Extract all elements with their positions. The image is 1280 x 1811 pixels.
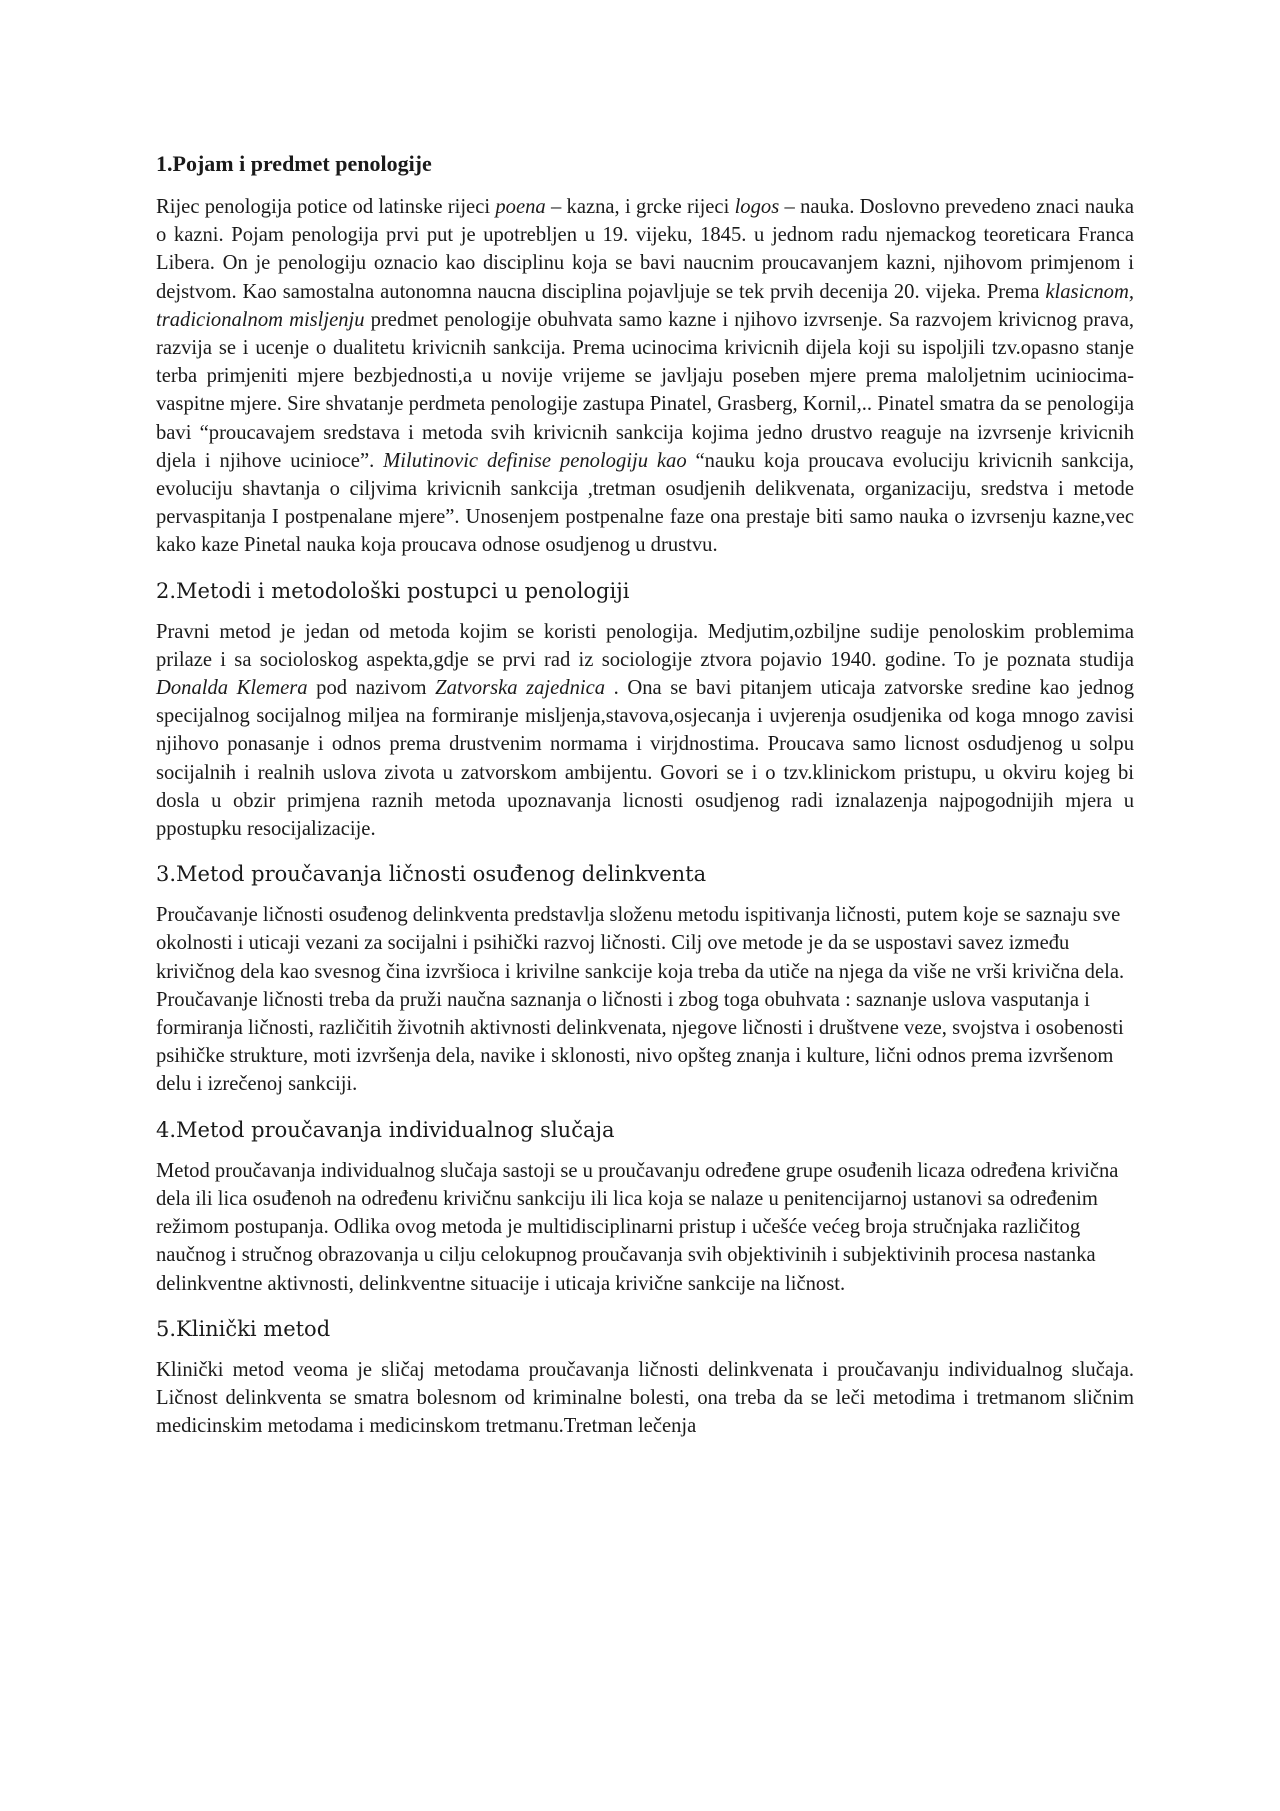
section-paragraph-2: Pravni metod je jedan od metoda kojim se koristi penologija. Medjutim,ozbiljne sudije penoloskim problemima prilaze i sa socioloskog aspekta,gdje se prvi rad iz sociologije ztvora pojavio 1940. godine. To je poznata studija Donalda Klemera pod nazivom Zatvorska zajednica . Ona se bavi pitanjem uticaja zatvorske sredine kao jednog specijalnog socijalnog miljea na formiranje misljenja,stavova,osjecanja i uvjerenja osudjenika od koga mnogo zavisi njihovo ponasanje i odnos prema drustvenim normama i virjdnostima. Proucava samo licnost osdudjenog u solpu socijalnih i realnih uslova zivota u zatvorskom ambijentu. Govori se i o tzv.klinickom pristupu, u okviru kojeg bi dosla u obzir primjena raznih metoda upoznavanja licnosti osudjenog radi iznalazenja najpogodnijih mjera u ppostupku resocijalizacije. <box>156 620 1135 841</box>
section-paragraph-4: Metod proučavanja individualnog slučaja sastoji se u proučavanju određene grupe osuđenih licaza određena krivična dela ili lica osuđenoh na određenu krivičnu sankciju ili lica koja se nalaze u penitencijarnoj ustanovi sa određenim režimom postupanja. Odlika ovog metoda je multidisciplinarni pristup i učešće većeg broja stručnjaka različitog naučnog i stručnog obrazovanja u cilju celokupnog proučavanja svih objektivinih i subjektivinih procesa nastanka delinkventne aktivnosti, delinkventne situacije i uticaja krivične sankcije na ličnost. <box>156 1159 1119 1295</box>
section-heading-4: 4.Metod proučavanja individualnog slučaja <box>156 1117 615 1142</box>
section-heading-5: 5.Klinički metod <box>156 1316 331 1341</box>
section-heading-2: 2.Metodi i metodološki postupci u penologiji <box>156 578 630 603</box>
section-heading-3: 3.Metod proučavanja ličnosti osuđenog delinkventa <box>156 862 707 887</box>
section-paragraph-3: Proučavanje ličnosti osuđenog delinkventa predstavlja složenu metodu ispitivanja ličnosti, putem koje se saznaju sve okolnosti i uticaji vezani za socijalni i psihički razvoj ličnosti. Cilj ove metode je da se uspostavi savez između krivičnog dela kao svesnog čina izvršioca i krivilne sankcije koja treba da utiče na njega da više ne vrši krivična dela. Proučavanje ličnosti treba da pruži naučna saznanja o ličnosti i zbog toga obuhvata : saznanje uslova vasputanja i formiranja ličnosti, različitih životnih aktivnosti delinkvenata, njegove ličnosti i društvene veze, svojstva i osobenosti psihičke strukture, moti izvršenja dela, navike i sklonosti, nivo opšteg znanja i kulture, lični odnos prema izvršenom delu i izrečenoj sankciji. <box>156 904 1125 1096</box>
section-paragraph-5: Klinički metod veoma je sličaj metodama proučavanja ličnosti delinkvenata i proučavanju individualnog slučaja. Ličnost delinkventa se smatra bolesnom od kriminalne bolesti, ona treba da se leči metodima i tretmanom sličnim medicinskim metodama i medicinskom tretmanu.Tretman lečenja <box>156 1358 1134 1438</box>
section-heading-1: 1.Pojam i predmet penologije <box>156 151 432 176</box>
document-page <box>156 150 1134 1457</box>
section-paragraph-1: Rijec penologija potice od latinske rijeci poena – kazna, i grcke rijeci logos – nauka. Doslovno prevedeno znaci nauka o kazni. Pojam penologija prvi put je upotrebljen u 19. vijeku, 1845. u jednom radu njemackog teoreticara Franca Libera. On je penologiju oznacio kao disciplinu koja se bavi naucnim proucavanjem kazni, njihovom primjenom i dejstvom. Kao samostalna autonomna naucna disciplina pojavljuje se tek prvih decenija 20. vijeka. Prema klasicnom, tradicionalnom misljenju predmet penologije obuhvata samo kazne i njihovo izvrsenje. Sa razvojem krivicnog prava, razvija se i ucenje o dualitetu krivicnih sankcija. Prema ucinocima krivicnih dijela koji su ispoljili tzv.opasno stanje terba primjeniti mjere bezbjednosti,a u novije vrijeme se javljaju poseben mjere prema maloljetnim uciniocima-vaspitne mjere. Sire shvatanje perdmeta penologije zastupa Pinatel, Grasberg, Kornil,.. Pinatel smatra da se penologija bavi “proucavajem sredstava i metoda svih krivicnih sankcija kojima jedno drustvo reaguje na izvrsenje krivicnih djela i njihove ucinioce”. Milutinovic definise penologiju kao “nauku koja proucava evoluciju krivicnih sankcija, evoluciju shavtanja o ciljvima krivicnih sankcija ,tretman osudjenih delikvenata, organizaciju, sredstva i metode pervaspitanja I postpenalane mjere”. Unosenjem postpenalne faze ona prestaje biti samo nauka o izvrsenju kazne,vec kako kaze Pinetal nauka koja proucava odnose osudjenog u drustvu. <box>156 196 1134 557</box>
